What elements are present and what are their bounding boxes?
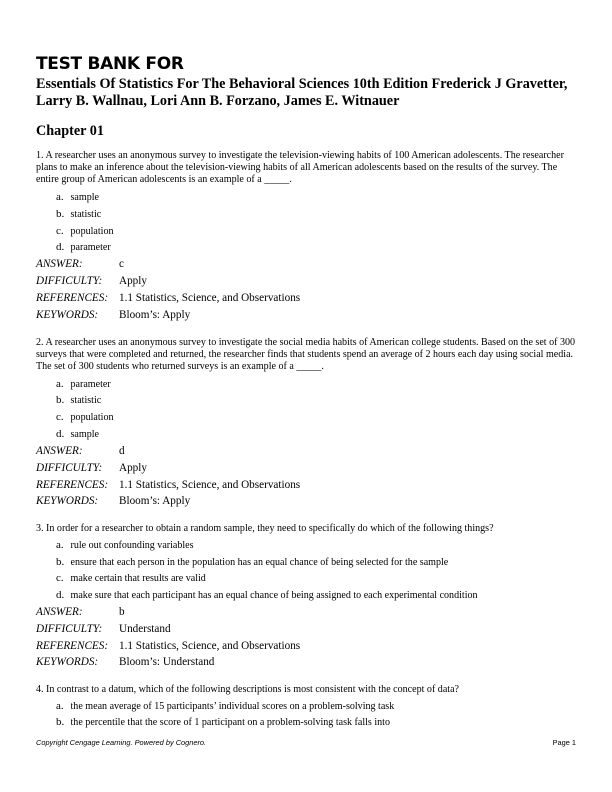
- option-c[interactable]: c. make certain that results are valid: [56, 572, 206, 584]
- option-c[interactable]: c. population: [56, 225, 114, 237]
- difficulty-value: Apply: [119, 275, 147, 287]
- footer-copyright: Copyright Cengage Learning. Powered by Cognero.: [36, 738, 207, 747]
- keywords-value: Bloom’s: Apply: [119, 309, 191, 321]
- keywords-row: KEYWORDS: Bloom’s: Understand: [36, 656, 215, 668]
- difficulty-row: DIFFICULTY: Understand: [36, 623, 171, 635]
- references-value: 1.1 Statistics, Science, and Observations: [119, 640, 301, 652]
- banner-title: TEST BANK FOR: [36, 54, 184, 74]
- references-value: 1.1 Statistics, Science, and Observations: [119, 479, 301, 491]
- difficulty-value: Understand: [119, 623, 171, 635]
- difficulty-row: DIFFICULTY: Apply: [36, 462, 147, 474]
- keywords-value: Bloom’s: Understand: [119, 656, 215, 668]
- chapter-heading: Chapter 01: [36, 123, 104, 139]
- option-b[interactable]: b. ensure that each person in the population has an equal chance of being selected for the sample: [56, 556, 449, 568]
- references-row: REFERENCES: 1.1 Statistics, Science, and Observations: [36, 479, 301, 491]
- option-a[interactable]: a. rule out confounding variables: [56, 539, 194, 551]
- question-stem: 3. In order for a researcher to obtain a random sample, they need to specifically do which of the following things?: [36, 523, 494, 534]
- references-value: 1.1 Statistics, Science, and Observations: [119, 292, 301, 304]
- answer-value: c: [119, 258, 124, 270]
- option-a[interactable]: a. parameter: [56, 378, 111, 390]
- option-d[interactable]: d. sample: [56, 428, 99, 440]
- option-a[interactable]: a. the mean average of 15 participants’ individual scores on a problem-solving task: [56, 700, 395, 712]
- answer-row: ANSWER: c: [36, 258, 124, 270]
- option-d[interactable]: d. make sure that each participant has an equal chance of being assigned to each experimental condition: [56, 589, 478, 601]
- option-a[interactable]: a. sample: [56, 191, 99, 203]
- keywords-row: KEYWORDS: Bloom’s: Apply: [36, 495, 191, 507]
- option-c[interactable]: c. population: [56, 411, 114, 423]
- references-row: REFERENCES: 1.1 Statistics, Science, and Observations: [36, 292, 301, 304]
- footer-page-number: Page 1: [552, 738, 576, 747]
- option-b[interactable]: b. the percentile that the score of 1 participant on a problem-solving task falls into: [56, 716, 390, 728]
- difficulty-value: Apply: [119, 462, 147, 474]
- keywords-value: Bloom’s: Apply: [119, 495, 191, 507]
- references-row: REFERENCES: 1.1 Statistics, Science, and Observations: [36, 640, 301, 652]
- question-stem: 4. In contrast to a datum, which of the following descriptions is most consistent with the concept of data?: [36, 684, 459, 695]
- question-stem: 1. A researcher uses an anonymous survey to investigate the television-viewing habits of 100 American adolescents. The researcher plans to make an inference about the television-viewing habits of all American adolescents based on the results of the survey. The entire group of American adolescents is an example of a _____.: [36, 150, 564, 186]
- book-title: Essentials Of Statistics For The Behavioral Sciences 10th Edition Frederick J Gravetter, Larry B. Wallnau, Lori Ann B. Forzano, James E. Witnauer: [36, 76, 568, 109]
- keywords-row: KEYWORDS: Bloom’s: Apply: [36, 309, 191, 321]
- option-d[interactable]: d. parameter: [56, 241, 111, 253]
- answer-row: ANSWER: b: [36, 606, 125, 618]
- difficulty-row: DIFFICULTY: Apply: [36, 275, 147, 287]
- option-b[interactable]: b. statistic: [56, 208, 102, 220]
- question-stem: 2. A researcher uses an anonymous survey to investigate the social media habits of American college students. Based on the set of 300 surveys that were completed and returned, the researcher finds that students spend an average of 2 hours each day using social media. The set of 300 students who returned surveys is an example of a _____.: [36, 337, 576, 373]
- answer-value: d: [119, 445, 125, 457]
- option-b[interactable]: b. statistic: [56, 394, 102, 406]
- answer-row: ANSWER: d: [36, 445, 125, 457]
- answer-value: b: [119, 606, 125, 618]
